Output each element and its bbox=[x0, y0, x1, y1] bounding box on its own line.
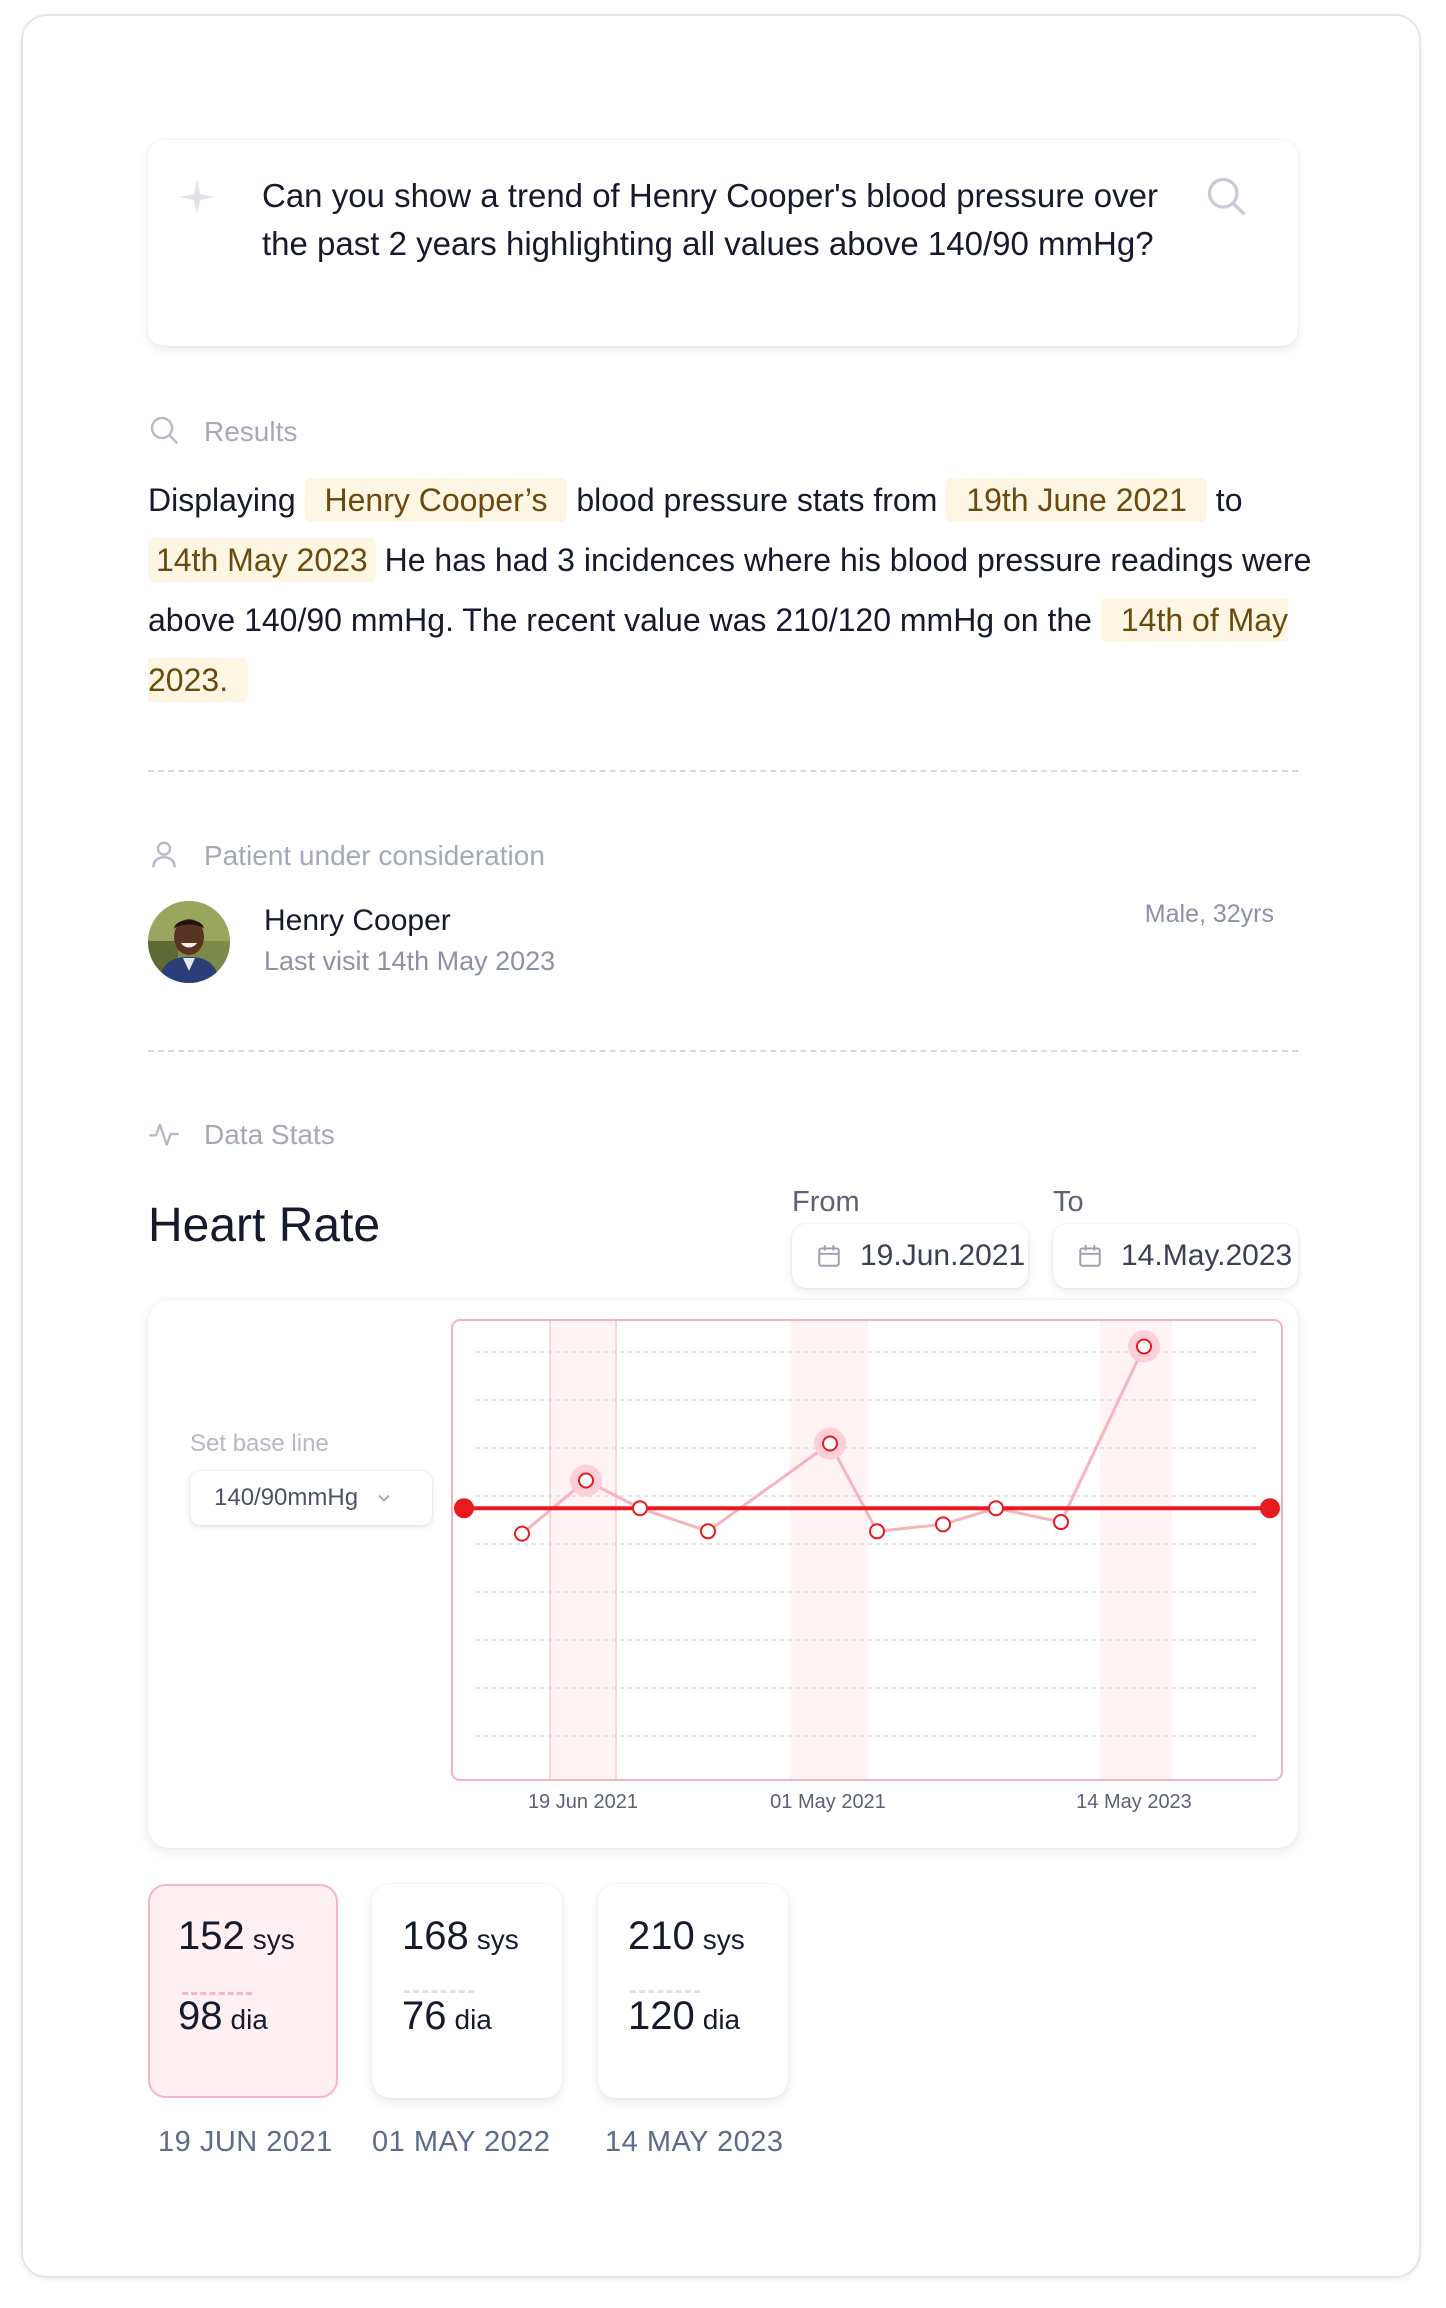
dia-num: 76 bbox=[402, 1994, 447, 2038]
dia-num: 98 bbox=[178, 1994, 223, 2038]
results-text: blood pressure stats from bbox=[576, 482, 938, 518]
dia-unit: dia bbox=[454, 2004, 492, 2035]
chart-title: Heart Rate bbox=[148, 1199, 381, 1252]
query-text[interactable]: Can you show a trend of Henry Cooper's blood pressure over the past 2 years highlighting all values above 140/90 mmHg? bbox=[262, 177, 1158, 262]
to-label: To bbox=[1053, 1186, 1084, 1218]
baseline-handle bbox=[454, 1498, 474, 1518]
stat-divider bbox=[630, 1990, 700, 1993]
highlight-band bbox=[1100, 1320, 1172, 1780]
highlight-patient: Henry Cooper’s bbox=[305, 478, 568, 522]
results-label: Results bbox=[204, 416, 298, 447]
dia-unit: dia bbox=[230, 2004, 268, 2035]
baseline-label: Set base line bbox=[190, 1430, 329, 1457]
results-summary bbox=[148, 470, 1318, 710]
avatar bbox=[148, 901, 230, 983]
data-point bbox=[701, 1524, 715, 1538]
data-point bbox=[579, 1473, 593, 1487]
reading-date: 01 MAY 2022 bbox=[372, 2126, 551, 2158]
data-point bbox=[633, 1501, 647, 1515]
highlight-band bbox=[790, 1320, 868, 1780]
data-point bbox=[515, 1527, 529, 1541]
sys-num: 210 bbox=[628, 1914, 695, 1958]
divider bbox=[148, 770, 1298, 772]
stat-divider bbox=[404, 1990, 474, 1993]
baseline-value: 140/90mmHg bbox=[214, 1484, 359, 1511]
reading-card[interactable] bbox=[148, 1884, 338, 2098]
user-icon bbox=[148, 838, 180, 870]
patient-last-visit: Last visit 14th May 2023 bbox=[264, 946, 556, 976]
patient-name: Henry Cooper bbox=[264, 904, 451, 937]
diastolic-value bbox=[402, 1994, 492, 2039]
data-point bbox=[1137, 1340, 1151, 1354]
data-stats-label: Data Stats bbox=[204, 1119, 335, 1150]
baseline-handle bbox=[1260, 1498, 1280, 1518]
highlight-to-date: 14th May 2023 bbox=[148, 538, 376, 582]
systolic-value bbox=[402, 1914, 519, 1959]
patient-meta: Male, 32yrs bbox=[1144, 900, 1274, 928]
highlight-recent-date: 14th of May 2023. bbox=[148, 598, 1288, 702]
chevron-down-icon bbox=[374, 1488, 394, 1508]
from-date-value: 19.Jun.2021 bbox=[860, 1239, 1026, 1272]
highlight-band bbox=[550, 1320, 616, 1780]
to-date-picker[interactable] bbox=[1053, 1224, 1298, 1288]
x-tick-label: 01 May 2021 bbox=[770, 1791, 886, 1813]
results-text: He has had 3 incidences where his blood pressure readings were above 140/90 mmHg. The recent value was 210/120 mmHg on the bbox=[148, 542, 1312, 638]
x-tick-label: 19 Jun 2021 bbox=[527, 1791, 639, 1813]
data-point bbox=[823, 1437, 837, 1451]
bp-line-chart bbox=[448, 1314, 1292, 1814]
sys-unit: sys bbox=[702, 1924, 745, 1955]
activity-icon bbox=[148, 1118, 180, 1150]
divider bbox=[148, 1050, 1298, 1052]
reading-date: 14 MAY 2023 bbox=[605, 2126, 784, 2158]
sys-num: 152 bbox=[178, 1914, 245, 1958]
reading-card[interactable] bbox=[372, 1884, 562, 2098]
results-text: to bbox=[1215, 482, 1243, 518]
data-point bbox=[989, 1501, 1003, 1515]
calendar-icon bbox=[816, 1243, 842, 1269]
results-text: Displaying bbox=[148, 482, 296, 518]
dia-num: 120 bbox=[628, 1994, 695, 2038]
baseline-select[interactable] bbox=[190, 1471, 432, 1525]
data-point bbox=[870, 1524, 884, 1538]
systolic-value bbox=[628, 1914, 745, 1959]
sys-num: 168 bbox=[402, 1914, 469, 1958]
search-icon[interactable] bbox=[1204, 174, 1248, 218]
patient-section-label: Patient under consideration bbox=[204, 840, 545, 871]
calendar-icon bbox=[1077, 1243, 1103, 1269]
search-icon bbox=[148, 414, 180, 446]
sparkle-icon bbox=[178, 178, 216, 216]
dia-unit: dia bbox=[702, 2004, 741, 2035]
from-date-picker[interactable] bbox=[792, 1224, 1028, 1288]
from-label: From bbox=[792, 1186, 860, 1218]
data-point bbox=[936, 1517, 950, 1531]
systolic-value bbox=[178, 1914, 295, 1959]
reading-date: 19 JUN 2021 bbox=[158, 2126, 333, 2158]
reading-card[interactable] bbox=[598, 1884, 788, 2098]
sys-unit: sys bbox=[476, 1924, 519, 1955]
x-tick-label: 14 May 2023 bbox=[1076, 1791, 1192, 1813]
to-date-value: 14.May.2023 bbox=[1121, 1239, 1293, 1272]
sys-unit: sys bbox=[252, 1924, 295, 1955]
highlight-from-date: 19th June 2021 bbox=[946, 478, 1207, 522]
diastolic-value bbox=[178, 1994, 268, 2039]
data-point bbox=[1054, 1515, 1068, 1529]
diastolic-value bbox=[628, 1994, 740, 2039]
